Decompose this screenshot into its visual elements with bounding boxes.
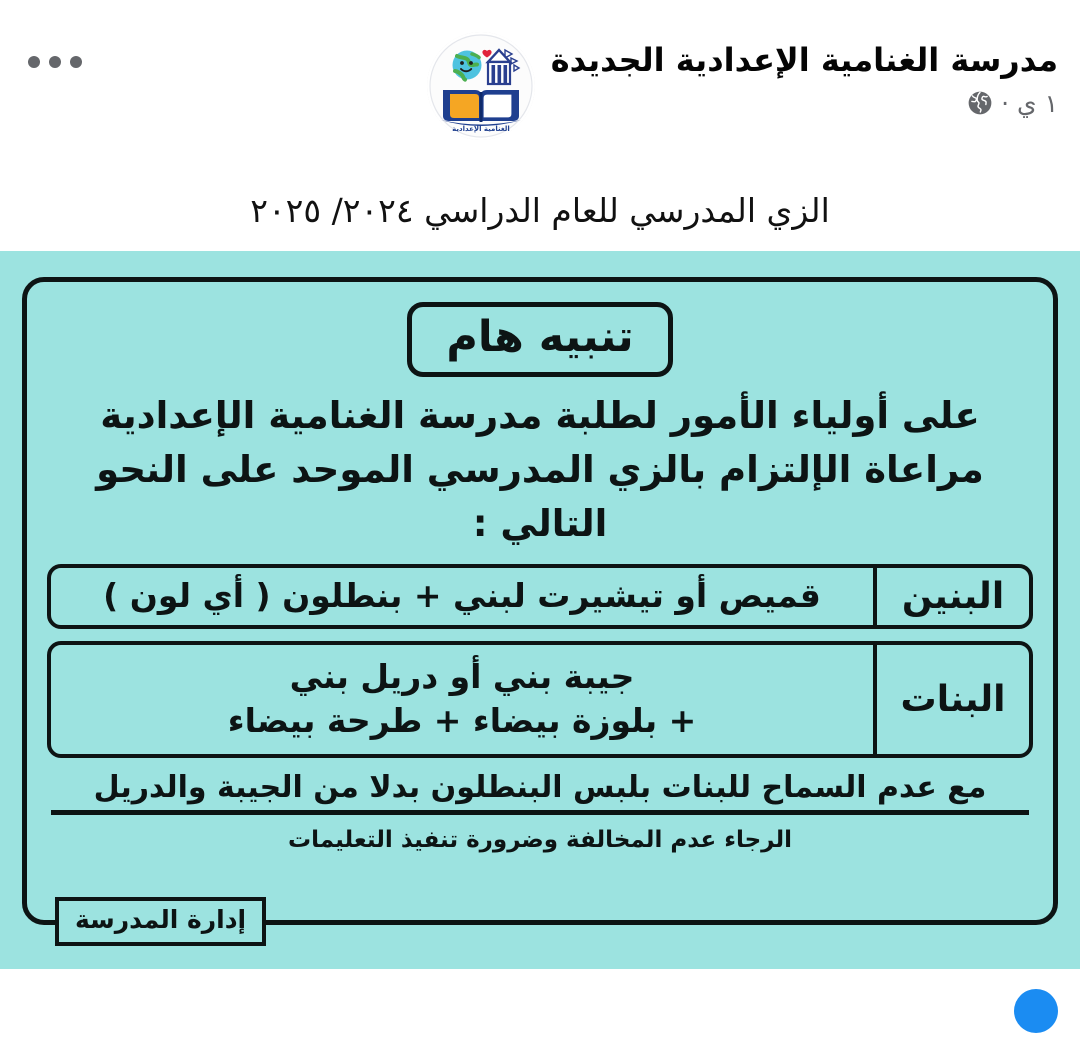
row-value-girls [51,645,873,754]
poster-intro [47,389,1033,550]
uniform-table [47,564,1033,758]
row-value-line: جيبة بني أو دريل بني [289,656,635,696]
school-administration-stamp: إدارة المدرسة [55,897,266,946]
meta-separator: · [1001,88,1010,118]
more-options-icon[interactable] [28,56,82,68]
school-logo-icon[interactable] [427,32,535,140]
row-value-line: قميص أو تيشيرت لبني + بنطلون ( أي لون ) [103,576,821,616]
post-meta [551,90,1058,116]
post-author-block [427,32,1058,140]
globe-icon[interactable] [967,90,993,116]
warning-text: مع عدم السماح للبنات بلبس البنطلون بدلا من الجيبة والدريل [51,770,1029,815]
post-author-text [551,32,1058,116]
like-reaction-icon[interactable] [1014,989,1058,1033]
post-timestamp[interactable]: ١ ي [1017,88,1058,118]
poster-title-strip [0,190,1080,251]
page-title: الزي المدرسي للعام الدراسي ٢٠٢٤/ ٢٠٢٥ [250,191,830,230]
logo-caption: الغنامية الإعدادية [451,125,510,133]
dot [28,56,40,68]
table-row [47,564,1033,629]
intro-line-1: على أولياء الأمور لطلبة مدرسة الغنامية الإعدادية [100,394,980,438]
post-header [0,0,1080,190]
table-row [47,641,1033,758]
dot [70,56,82,68]
row-value-boys [51,568,873,625]
row-value-line: + بلوزة بيضاء + طرحة بيضاء [227,701,697,741]
intro-line-2: مراعاة الإلتزام بالزي المدرسي الموحد على النحو التالي : [96,447,984,545]
row-label-boys: البنين [873,568,1029,625]
poster-image[interactable] [0,251,1080,969]
page-name[interactable]: مدرسة الغنامية الإعدادية الجديدة [550,41,1058,79]
row-label-girls: البنات [873,645,1029,754]
final-note-text: الرجاء عدم المخالفة وضرورة تنفيذ التعليمات [287,826,792,853]
notice-badge: تنبيه هام [407,302,672,377]
poster-frame [22,277,1058,934]
post-footer [0,969,1080,1030]
notice-badge-wrap [47,302,1033,377]
dot [49,56,61,68]
